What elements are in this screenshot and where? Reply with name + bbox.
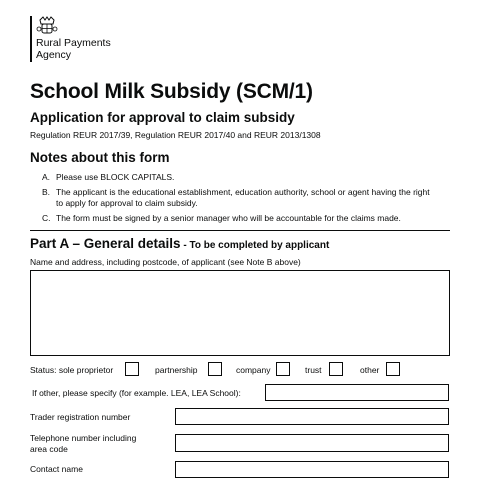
note-text: Please use BLOCK CAPITALS. — [56, 172, 175, 182]
page-title: School Milk Subsidy (SCM/1) — [30, 80, 313, 103]
part-a-title: Part A – General details — [30, 236, 181, 251]
rpa-logo — [30, 16, 150, 66]
status-partnership-checkbox[interactable] — [208, 362, 222, 376]
org-name — [36, 37, 111, 61]
note-mark: C. — [42, 213, 51, 223]
other-specify-label: If other, please specify (for example. LEA, LEA School): — [32, 388, 241, 398]
status-partnership-label: partnership — [155, 365, 198, 375]
org-name-line1: Rural Payments — [36, 37, 111, 49]
note-text: The applicant is the educational establishment, education authority, school or agent having the right to apply for approval to claim subsidy. — [56, 187, 430, 208]
notes-heading: Notes about this form — [30, 150, 170, 165]
telephone-field[interactable] — [175, 434, 449, 452]
status-sole-proprietor-checkbox[interactable] — [125, 362, 139, 376]
logo-rule — [30, 16, 32, 62]
part-a-subtitle: - To be completed by applicant — [180, 240, 330, 251]
status-company-label: company — [236, 365, 271, 375]
contact-name-label: Contact name — [30, 464, 83, 474]
org-name-line2: Agency — [36, 49, 72, 61]
other-specify-field[interactable] — [265, 384, 449, 401]
note-item-c — [42, 213, 436, 224]
telephone-label-line1: Telephone number including — [30, 433, 137, 443]
status-other-label: other — [360, 365, 380, 375]
status-trust-checkbox[interactable] — [329, 362, 343, 376]
note-item-b — [42, 187, 436, 209]
royal-crest-icon — [36, 16, 58, 36]
status-trust-label: trust — [305, 365, 322, 375]
regulations-text: Regulation REUR 2017/39, Regulation REUR 2017/40 and REUR 2013/1308 — [30, 130, 321, 140]
part-a-heading — [30, 236, 329, 251]
note-item-a — [42, 172, 436, 183]
form-subtitle: Application for approval to claim subsidy — [30, 110, 295, 125]
note-mark: B. — [42, 187, 51, 197]
status-company-checkbox[interactable] — [276, 362, 290, 376]
trader-registration-label: Trader registration number — [30, 412, 131, 422]
note-mark: A. — [42, 172, 51, 182]
section-divider — [30, 230, 450, 231]
trader-registration-field[interactable] — [175, 408, 449, 425]
name-address-field[interactable] — [30, 270, 450, 356]
telephone-label — [30, 433, 136, 455]
name-address-label: Name and address, including postcode, of applicant (see Note B above) — [30, 257, 301, 267]
note-text: The form must be signed by a senior manager who will be accountable for the claims made. — [56, 213, 401, 223]
status-other-checkbox[interactable] — [386, 362, 400, 376]
telephone-label-line2: area code — [30, 444, 68, 454]
contact-name-field[interactable] — [175, 461, 449, 478]
status-label: Status: sole proprietor — [30, 365, 114, 375]
